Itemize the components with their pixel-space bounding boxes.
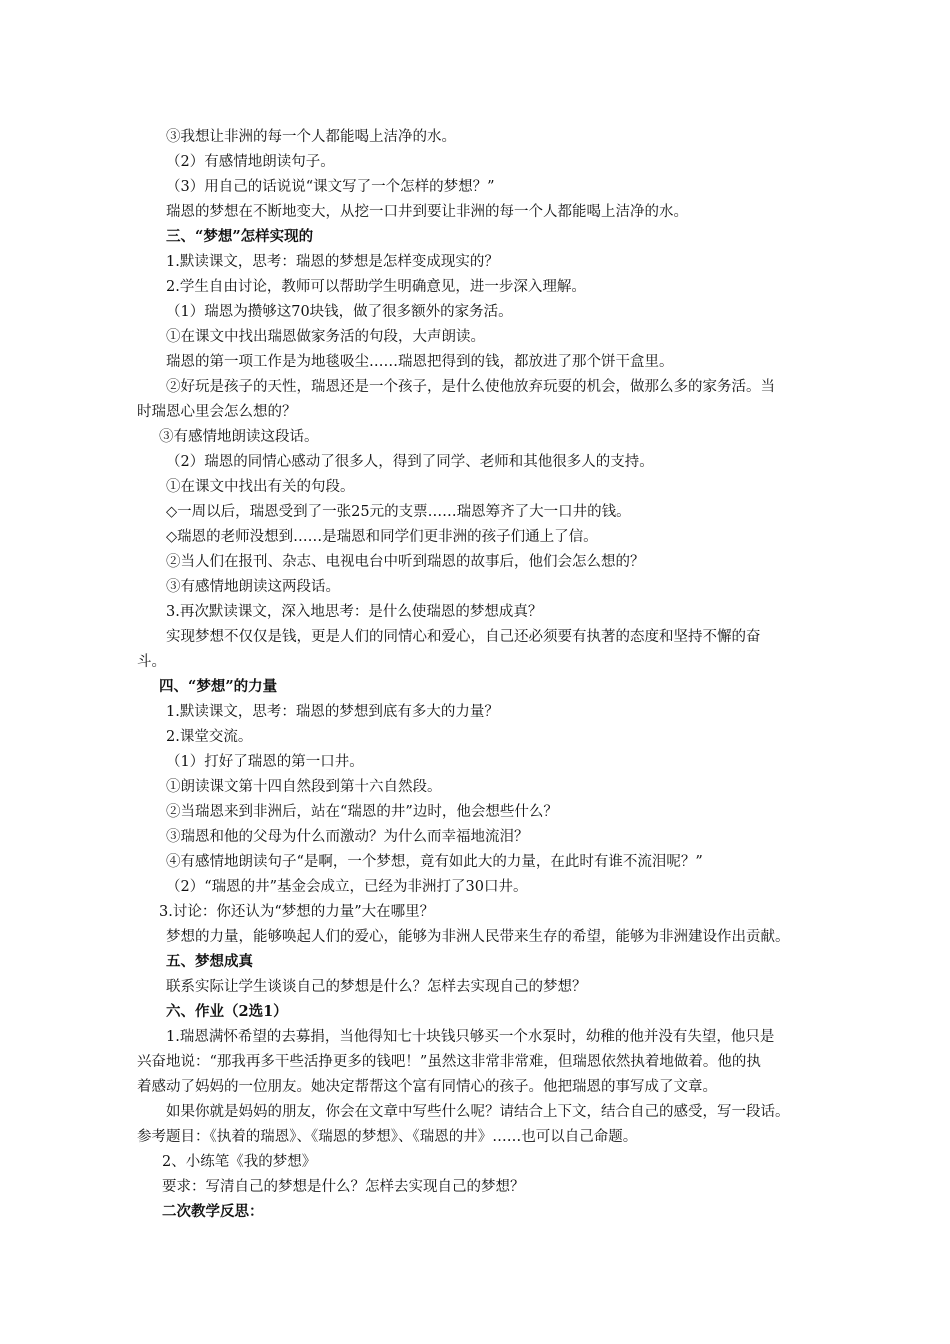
text-line: （1）打好了瑞恩的第一口井。 — [166, 754, 364, 770]
text-line: 斗。 — [137, 654, 166, 670]
text-line: 参考题目：《执着的瑞恩》、《瑞恩的梦想》、《瑞恩的井》……也可以自己命题。 — [137, 1129, 638, 1145]
text-line: （2）有感情地朗读句子。 — [166, 154, 335, 170]
text-line: （2）瑞恩的同情心感动了很多人，得到了同学、老师和其他很多人的支持。 — [166, 454, 654, 470]
text-line: ②当瑞恩来到非洲后，站在“瑞恩的井”边时，他会想些什么？ — [166, 804, 558, 820]
text-line: 瑞恩的梦想在不断地变大，从挖一口井到要让非洲的每一个人都能喝上洁净的水。 — [166, 204, 688, 220]
text-line: ④有感情地朗读句子“是啊，一个梦想，竟有如此大的力量，在此时有谁不流泪呢？” — [166, 854, 703, 870]
text-line: 1.默读课文，思考：瑞恩的梦想到底有多大的力量？ — [166, 704, 499, 720]
text-line: ③有感情地朗读这两段话。 — [166, 579, 340, 595]
text-line: ◇瑞恩的老师没想到……是瑞恩和同学们更非洲的孩子们通上了信。 — [166, 529, 598, 545]
text-line: 2、小练笔《我的梦想》 — [162, 1154, 317, 1170]
section-heading: 四、“梦想”的力量 — [159, 678, 278, 695]
text-line: ③我想让非洲的每一个人都能喝上洁净的水。 — [166, 129, 456, 145]
text-line: ②好玩是孩子的天性，瑞恩还是一个孩子，是什么使他放弃玩耍的机会，做那么多的家务活。当 — [166, 379, 775, 395]
text-line: 梦想的力量，能够唤起人们的爱心，能够为非洲人民带来生存的希望，能够为非洲建设作出贡献。 — [166, 929, 790, 945]
text-line: ①在课文中找出瑞恩做家务活的句段，大声朗读。 — [166, 329, 485, 345]
section-heading: 六、作业（2选1） — [166, 1003, 288, 1020]
text-line: 瑞恩的第一项工作是为地毯吸尘……瑞恩把得到的钱，都放进了那个饼干盒里。 — [166, 354, 674, 370]
section-heading: 三、“梦想”怎样实现的 — [166, 228, 314, 245]
text-line: 1.瑞恩满怀希望的去募捐，当他得知七十块钱只够买一个水泵时，幼稚的他并没有失望，他只是 — [166, 1029, 775, 1045]
text-line: （2）“瑞恩的井”基金会成立，已经为非洲打了30口井。 — [166, 879, 528, 895]
text-line: 时瑞恩心里会怎么想的？ — [137, 404, 297, 420]
text-line: ①朗读课文第十四自然段到第十六自然段。 — [166, 779, 442, 795]
text-line: ③瑞恩和他的父母为什么而激动？为什么而幸福地流泪？ — [166, 829, 529, 845]
text-line: 3.讨论：你还认为“梦想的力量”大在哪里？ — [159, 904, 435, 920]
text-line: 2.学生自由讨论，教师可以帮助学生明确意见，进一步深入理解。 — [166, 279, 586, 295]
text-line: 兴奋地说：“那我再多干些活挣更多的钱吧！”虽然这非常非常难，但瑞恩依然执着地做着。他的执 — [137, 1054, 761, 1070]
text-line: ◇一周以后，瑞恩受到了一张25元的支票……瑞恩筹齐了大一口井的钱。 — [166, 504, 631, 520]
section-heading: 五、梦想成真 — [166, 953, 253, 970]
text-line: ③有感情地朗读这段话。 — [159, 429, 319, 445]
text-line: 联系实际让学生谈谈自己的梦想是什么？怎样去实现自己的梦想？ — [166, 979, 587, 995]
text-line: ②当人们在报刊、杂志、电视电台中听到瑞恩的故事后，他们会怎么想的？ — [166, 554, 645, 570]
text-line: 3.再次默读课文，深入地思考：是什么使瑞恩的梦想成真？ — [166, 604, 543, 620]
text-line: （3）用自己的话说说“课文写了一个怎样的梦想？” — [166, 179, 495, 195]
text-line: 着感动了妈妈的一位朋友。她决定帮帮这个富有同情心的孩子。他把瑞恩的事写成了文章。 — [137, 1079, 717, 1095]
text-line: 2.课堂交流。 — [166, 729, 253, 745]
text-line: 1.默读课文，思考：瑞恩的梦想是怎样变成现实的？ — [166, 254, 499, 270]
text-line: （1）瑞恩为攒够这70块钱，做了很多额外的家务活。 — [166, 304, 513, 320]
text-line: ①在课文中找出有关的句段。 — [166, 479, 355, 495]
text-line: 要求：写清自己的梦想是什么？怎样去实现自己的梦想？ — [162, 1179, 525, 1195]
text-line: 实现梦想不仅仅是钱，更是人们的同情心和爱心，自己还必须要有执著的态度和坚持不懈的奋 — [166, 629, 761, 645]
section-heading: 二次教学反思： — [162, 1203, 264, 1220]
text-line: 如果你就是妈妈的朋友，你会在文章中写些什么呢？请结合上下文，结合自己的感受，写一段话。 — [166, 1104, 790, 1120]
